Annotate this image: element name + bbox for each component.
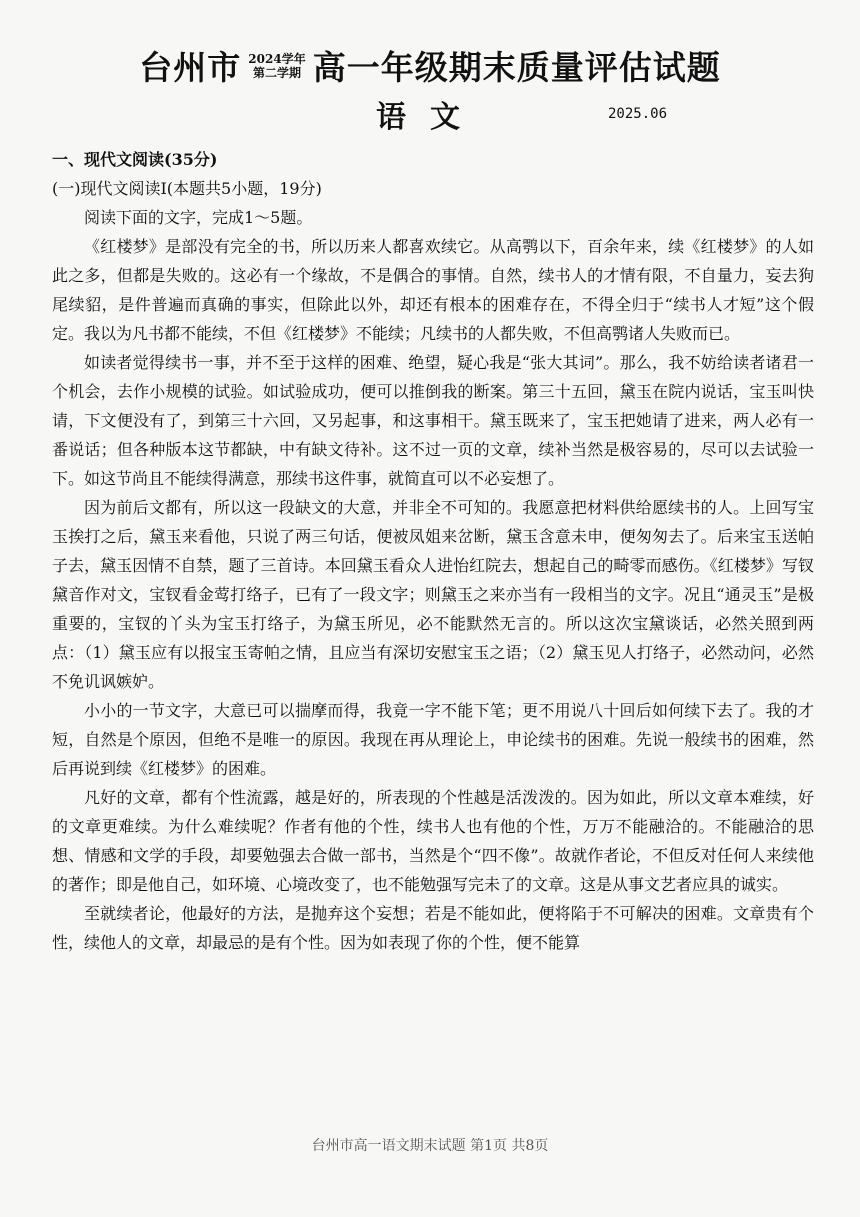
term-semester: 第二学期 — [252, 65, 301, 80]
paragraph: 小小的一节文字，大意已可以揣摩而得，我竟一字不能下笔；更不用说八十回后如何续下去了。我的才短，自然是个原因，但绝不是唯一的原因。我现在再从理论上，申论续书的困难。先说一般续书的困难，然后再说到续《红楼梦》的困难。 — [52, 701, 814, 778]
term-label — [248, 52, 305, 80]
paragraph: 《红楼梦》是部没有完全的书，所以历来人都喜欢续它。从高鹗以下，百余年来，续《红楼梦》的人如此之多，但都是失败的。这必有一个缘故，不是偶合的事情。自然，续书人的才情有限，不自量力，妄去狗尾续貂，是件普遍而真确的事实，但除此以外，却还有根本的困难存在，不得全归于“续书人才短”这个假定。我以为凡书都不能续，不但《红楼梦》不能续；凡续书的人都失败，不但高鹗诸人失败而已。 — [52, 237, 814, 343]
page-footer: 台州市高一语文期末试题 第1页 共8页 — [311, 1138, 549, 1154]
reading-content — [52, 145, 814, 957]
term-year: 2024学年 — [248, 51, 306, 66]
exam-title-row — [0, 42, 860, 89]
section-title: 一、现代文阅读(35分) — [52, 150, 218, 169]
exam-date: 2025.06 — [608, 106, 668, 122]
exam-title: 高一年级期末质量评估试题 — [312, 48, 721, 87]
city-name: 台州市 — [139, 48, 242, 87]
section-subtitle: (一)现代文阅读Ⅰ(本题共5小题，19分) — [52, 179, 322, 198]
instruction: 阅读下面的文字，完成1～5题。 — [84, 208, 313, 227]
paragraph: 至就续者论，他最好的方法，是抛弃这个妄想；若是不能如此，便将陷于不可解决的困难。文章贵有个性，续他人的文章，却最忌的是有个性。因为如表现了你的个性，便不能算 — [52, 904, 814, 952]
paragraph: 凡好的文章，都有个性流露，越是好的，所表现的个性越是活泼泼的。因为如此，所以文章本难续，好的文章更难续。为什么难续呢？作者有他的个性，续书人也有他的个性，万万不能融洽的。不能融洽的思想、情感和文学的手段，却要勉强去合做一部书，当然是个“四不像”。故就作者论，不但反对任何人来续他的著作；即是他自己，如环境、心境改变了，也不能勉强写完未了的文章。这是从事文艺者应具的诚实。 — [52, 788, 814, 894]
subject-title: 语文 — [376, 100, 484, 135]
paragraph: 如读者觉得续书一事，并不至于这样的困难、绝望，疑心我是“张大其词”。那么，我不妨给读者诸君一个机会，去作小规模的试验。如试验成功，便可以推倒我的断案。第三十五回，黛玉在院内说话，宝玉叫快请，下文便没有了，到第三十六回，又另起事，和这事相干。黛玉既来了，宝玉把她请了进来，两人必有一番说话；但各种版本这节都缺，中有缺文待补。这不过一页的文章，续补当然是极容易的，尽可以去试验一下。如这节尚且不能续得满意，那续书这件事，就简直可以不必妄想了。 — [52, 353, 814, 488]
paragraph: 因为前后文都有，所以这一段缺文的大意，并非全不可知的。我愿意把材料供给愿续书的人。上回写宝玉挨打之后，黛玉来看他，只说了两三句话，便被凤姐来岔断，黛玉含意未申，便匆匆去了。后来宝玉送帕子去，黛玉因情不自禁，题了三首诗。本回黛玉看众人进怡红院去，想起自己的畸零而感伤。《红楼梦》写钗黛音作对文，宝钗看金莺打络子，已有了一段文字；则黛玉之来亦当有一段相当的文字。况且“通灵玉”是极重要的，宝钗的丫头为宝玉打络子，为黛玉所见，必不能默然无言的。所以这次宝黛谈话，必然关照到两点：（1）黛玉应有以报宝玉寄帕之情，且应当有深切安慰宝玉之语；（2）黛玉见人打络子，必然动问，必然不免讥讽嫉妒。 — [52, 498, 814, 691]
